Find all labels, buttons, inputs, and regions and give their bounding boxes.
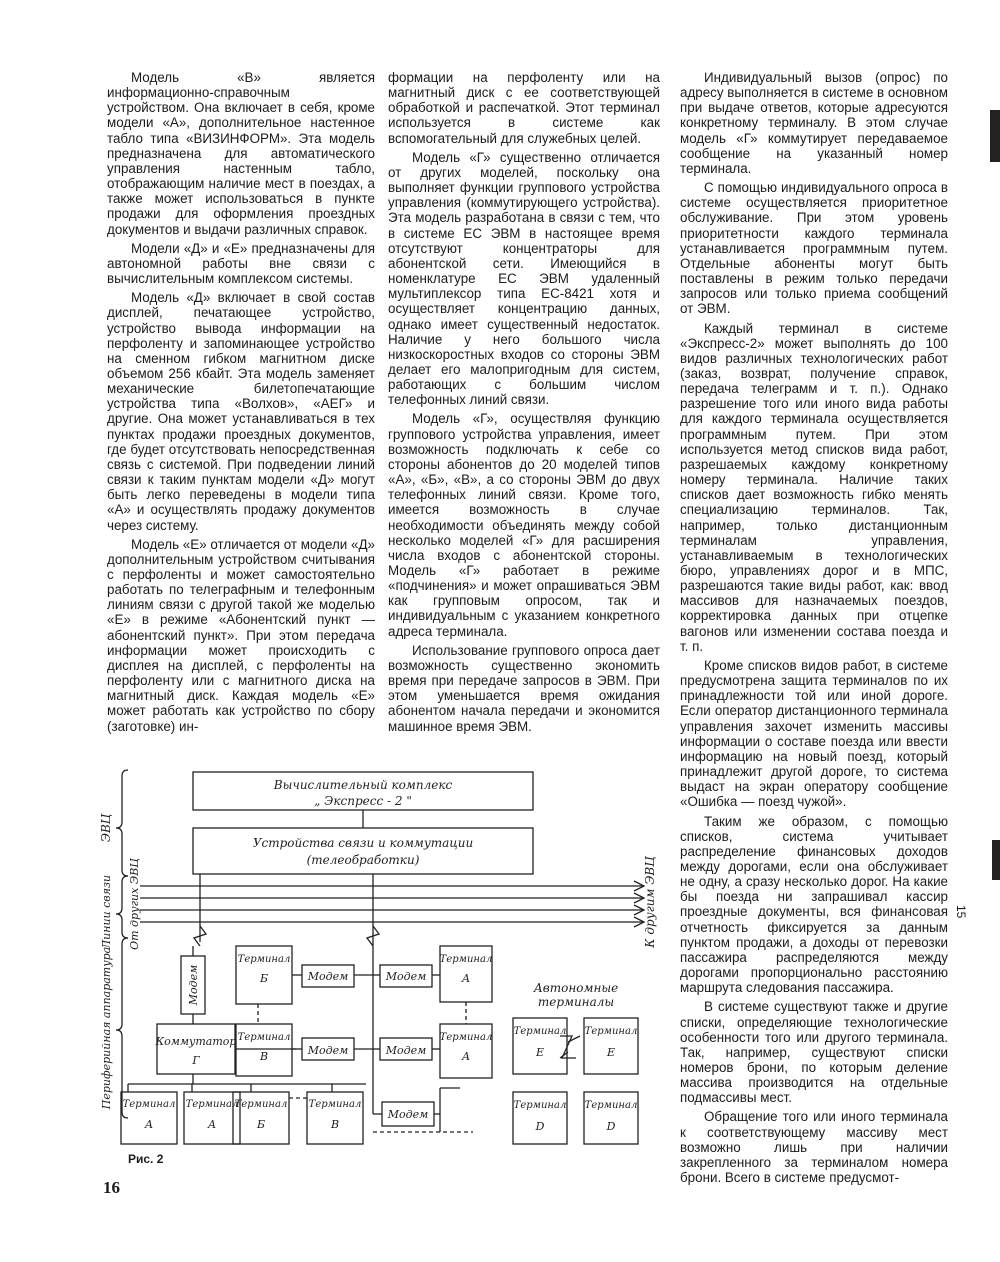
letter: D <box>606 1120 616 1133</box>
paragraph: Индивидуальный вызов (опрос) по адресу выполняется в системе в основном при выдаче ответов, которые адресуются конкретному терминалу. В этом случае модель «Г» коммутирует передаваемое сообщение на указанный номер терминала. <box>680 70 949 176</box>
paragraph: формации на перфоленту или на магнитный диск с ее соответствующей обработкой и распечаткой. Этот терминал используется в системе как вспомогательный для служебных целей. <box>388 70 660 146</box>
letter: D <box>535 1120 545 1133</box>
paragraph: Модель «В» является информационно-справочным устройством. Она включает в себя, кроме модели «А», дополнительное настенное табло типа «ВИЗИНФОРМ». Эта модель предназначена для автоматического управления настенным табло, отображающим наличие мест в поездах, а также может использоваться в пункте продажи для оформления проездных документов и выдачи различных справок. <box>107 70 375 237</box>
paragraph: Модель «Г» существенно отличается от других моделей, поскольку она выполняет функции группового устройства управления (коммутирующего устройства). Эта модель разработана в связи с тем, что в системе ЕС ЭВМ в настоящее время отсутствуют концентраторы для абонентской сети. Имеющийся в номенклатуре ЕС ЭВМ удаленный мультиплексор типа ЕС-8421 хотя и осуществляет концентрацию данных, однако имеет существенный недостаток. Наличие у него большого числа низкоскоростных входов со стороны ЭВМ делает его малопригодным для систем, работающих с большим числом телефонных линий связи. <box>388 149 660 408</box>
paragraph: В системе существуют также и другие списки, определяющие технологические особенности того или другого терминала. Так, например, существуют списки номеров брони, по которым деление массива производится на отдельные подмассивы мест. <box>680 999 948 1106</box>
paragraph: С помощью индивидуального опроса в системе осуществляется приоритетное обслуживание. При этом уровень приоритетности каждого терминала устанавливается программным путем. Отдельные абоненты могут быть поставлены в режим только передачи запросов или только приема сообщений от ЭВМ. <box>680 180 948 317</box>
text-column-3 <box>680 70 948 1189</box>
text-column-2 <box>388 70 660 738</box>
terminal-label: Терминал <box>513 1100 567 1111</box>
letter: Б <box>259 972 269 985</box>
paragraph: Обращение того или иного терминала к соответствующему массиву мест возможно лишь при наличии закрепленного за терминалом номера брони. Всего в системе предусмот- <box>680 1109 948 1186</box>
terminal-label: Терминал <box>584 1026 638 1037</box>
page-edge-mark <box>990 110 1000 162</box>
terminal-label: Терминал <box>237 1032 291 1043</box>
modem-label: Модем <box>307 1044 349 1057</box>
modem-label: Модем <box>307 970 349 983</box>
letter: Г <box>192 1054 200 1067</box>
kommutator-label: Коммутатор <box>155 1035 237 1048</box>
terminal-label: Терминал <box>439 1032 493 1043</box>
letter: Б <box>256 1118 266 1131</box>
letter: Е <box>606 1046 616 1059</box>
text-column-1 <box>107 70 375 738</box>
paragraph: Использование группового опроса дает возможность существенно экономить время при передаче запросов в ЭВМ. При этом уменьшается время ожидания абонентом начала передачи и экономится машинное время ЭВМ. <box>388 642 660 734</box>
terminal-label: Терминал <box>584 1100 638 1111</box>
block-label: Устройства связи и коммутации <box>252 836 474 850</box>
page-edge-mark <box>992 840 1000 880</box>
terminal-label: Терминал <box>234 1099 288 1110</box>
paragraph: Модель «Д» включает в свой состав дисплей, печатающее устройство, устройство вывода информации на перфоленту и запоминающее устройство на сменном гибком магнитном диске объемом 256 кбайт. Эта модель заменяет механические билетопечатающие устройства типа «Волхов», «АЕГ» и другие. Она может устанавливаться в тех пунктах продажи проездных документов, где будет отсутствовать непосредственная связь с системой. При подведении линий связи к таким пунктам модели «Д» могут быть легко переведены в модели типа «А» и осуществлять продажу документов через систему. <box>107 290 375 533</box>
terminal-label: Терминал <box>185 1099 239 1110</box>
letter: В <box>259 1050 269 1063</box>
modem-label: Модем <box>385 970 427 983</box>
paragraph: Таким же образом, с помощью списков, система учитывает распределение финансовых доходов между дорогами, если она обслуживает не одну, а сразу несколько дорог. На какие бы поезда ни запрашивал кассир проездные документы, вся финансовая отчетность фиксируется за данным пунктом продажи, а доходы от перевозки пассажира распределяются между дорогами пропорционально расстоянию маршрута следования пассажира. <box>680 813 948 996</box>
autonomous-label: терминалы <box>537 995 615 1009</box>
block-label: „ Экспресс - 2 " <box>314 794 412 808</box>
letter: А <box>207 1118 217 1131</box>
paragraph: Кроме списков видов работ, в системе предусмотрена защита терминалов по их принадлежности той или иной дороге. Если оператор дистанционного терминала управления захочет изменить массивы информации о составе поезда или ввести информацию на новый поезд, который принадлежит другой дороге, то система выдаст на экран оператору сообщение «Ошибка — поезд чужой». <box>680 657 948 810</box>
label-lines: Линии связи <box>100 874 113 950</box>
terminal-label: Терминал <box>122 1099 176 1110</box>
page-number: 16 <box>103 1178 120 1197</box>
terminal-label: Терминал <box>439 954 493 965</box>
margin-number: 15 <box>954 905 968 919</box>
modem-label: Модем <box>387 1108 429 1121</box>
letter: Е <box>535 1046 545 1059</box>
modem-label: Модем <box>385 1044 427 1057</box>
terminal-label: Терминал <box>308 1099 362 1110</box>
modem-label: Модем <box>187 964 200 1006</box>
letter: В <box>330 1118 340 1131</box>
label-to: К другим ЭВЦ <box>643 856 657 948</box>
autonomous-label: Автономные <box>533 981 619 995</box>
paragraph: Модель «Г», осуществляя функцию группового устройства управления, имеет возможность подключать к себе со стороны абонентов до 20 моделей типов «А», «Б», «В», а со стороны ЭВМ до двух телефонных линий связи. Кроме того, имеется возможность в случае необходимости объединять между собой несколько моделей «Г» для расширения числа входов с абонентской стороны. Модель «Г» работает в режиме «подчинения» и может опрашиваться ЭВМ как групповым опросом, так и индивидуальным с указанием конкретного адреса терминала. <box>388 411 660 639</box>
figure-caption: Рис. 2 <box>128 1152 164 1166</box>
block-label: Вычислительный комплекс <box>273 778 453 792</box>
label-periph: Периферийная аппаратура <box>100 946 113 1110</box>
letter: А <box>461 1050 471 1063</box>
axis-label-evc: ЭВЦ <box>99 813 113 843</box>
letter: А <box>144 1118 154 1131</box>
terminal-label: Терминал <box>237 954 291 965</box>
terminal-label: Терминал <box>513 1026 567 1037</box>
paragraph: Модели «Д» и «Е» предназначены для автономной работы вне связи с вычислительным комплексом системы. <box>107 240 375 287</box>
paragraph: Модель «Е» отличается от модели «Д» дополнительным устройством считывания с перфоленты и может самостоятельно работать по телеграфным и телефонным линиям связи с другой такой же моделью «Е» в режиме «Абонентский пункт — абонентский пункт». При этом передача информации может происходить с дисплея на дисплей, с перфоленты на перфоленту или с магнитного диска на магнитный диск. Каждая модель «Е» может работать как устройство по сбору (заготовке) ин- <box>107 536 375 734</box>
paragraph: Каждый терминал в системе «Экспресс-2» может выполнять до 100 видов различных технологических работ (заказ, возврат, получение справок, передача телеграмм и т. п.). Однако разрешение того или иного вида работы для каждого терминала осуществляется программным путем. При этом используется метод списков вида работ, разрешаемых каждому конкретному номеру терминала. Наличие таких списков дает возможность гибко менять специализацию терминалов. Так, например, только дистанционным терминалам управления, устанавливаемым в технологических бюро, управлениях дорог и в МПС, разрешаются такие виды работ, как: ввод массивов для назначаемых поездов, корректировка данных при отцепке вагонов или изменении состава поезда и т. п. <box>680 320 948 654</box>
letter: А <box>461 972 471 985</box>
system-diagram <box>88 762 668 1162</box>
label-from: От других ЭВЦ <box>128 858 141 950</box>
block-label: (телеобработки) <box>306 853 420 867</box>
